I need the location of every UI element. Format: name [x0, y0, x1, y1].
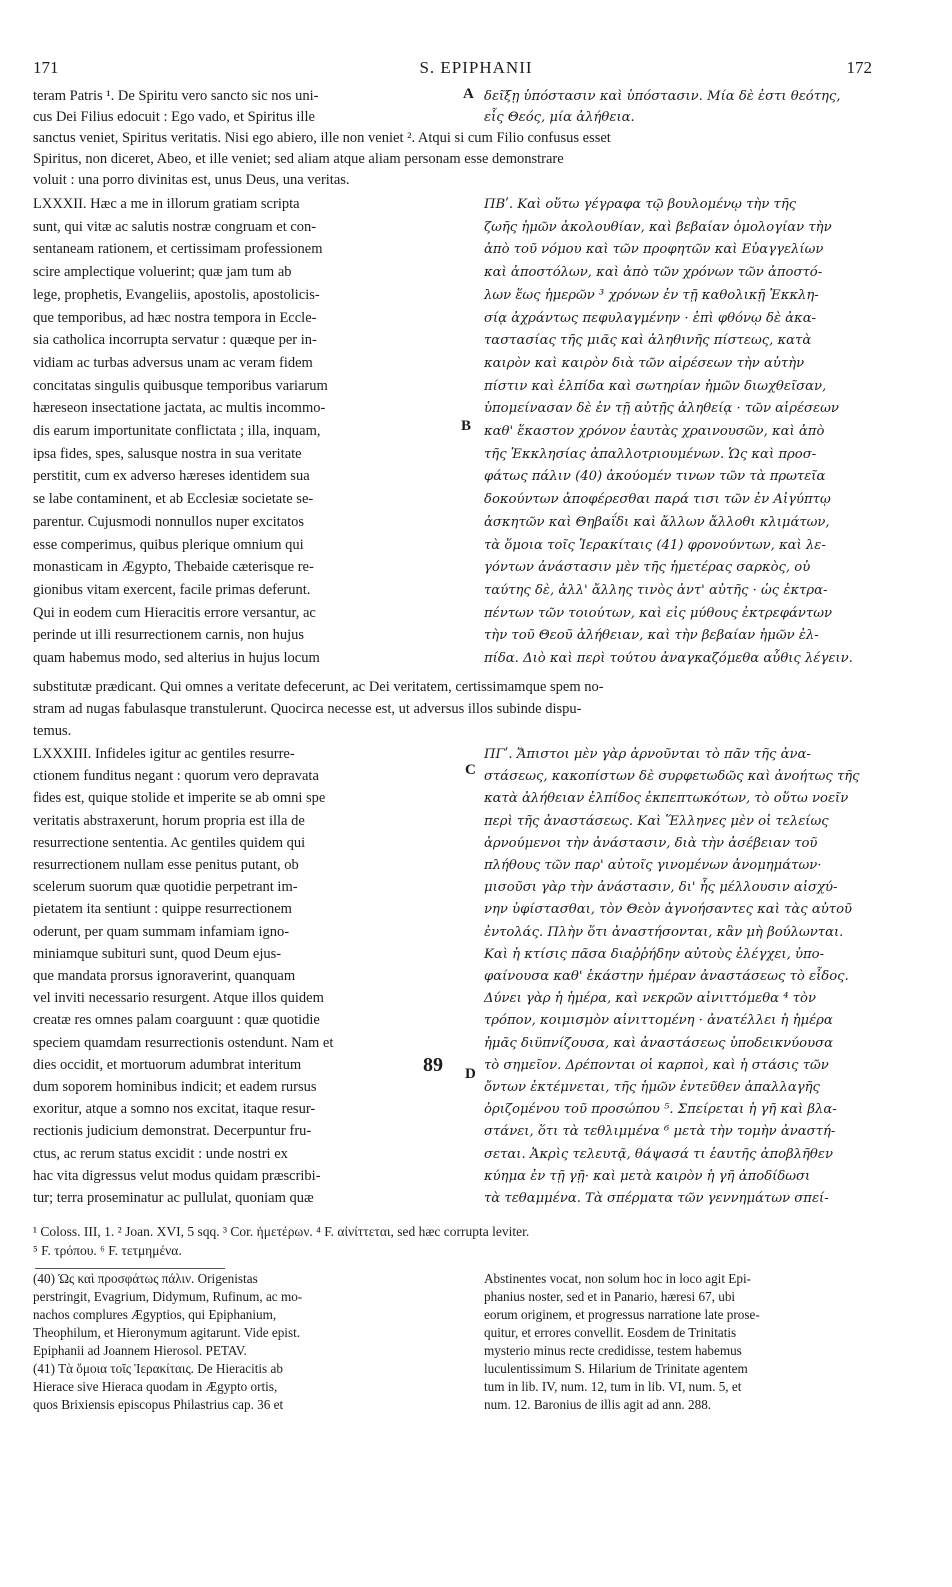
latin-line: hæreseon insectatione jactata, ac multis incommo-	[33, 400, 326, 417]
running-title: S. EPIPHANII	[419, 58, 533, 77]
text-line: voluit : una porro divinitas est, unus Deus, una veritas.	[33, 172, 350, 188]
text-line: cus Dei Filius edocuit : Ego vado, et Spiritus ille	[33, 109, 315, 125]
greek-line: καθ' ἕκαστον χρόνον ἑαυτὰς χραινουσῶν, καὶ ἀπὸ	[484, 424, 825, 439]
note-line: eorum originem, et progressus narratione late prose-	[484, 1307, 760, 1322]
latin-line: fides est, quique stolide et imperite se ab omni spe	[33, 790, 326, 807]
latin-line: speciem quamdam resurrectionis ostendunt. Nam et	[33, 1034, 334, 1051]
latin-line: rectionis judicium demonstrat. Decerpuntur fru-	[33, 1123, 312, 1140]
footnote-line: ⁵ F. τρόπου. ⁶ F. τετμημένα.	[33, 1243, 182, 1258]
greek-line: δεῖξῃ ὑπόστασιν καὶ ὑπόστασιν. Μία δὲ ἐστι θεότης,	[484, 89, 841, 104]
latin-line: veritatis abstraxerunt, horum propria est illa de	[33, 812, 305, 829]
greek-line: γόντων ἀνάστασιν μὲν τῆς ἡμετέρας σαρκὸς, οὐ	[484, 560, 811, 576]
latin-line: vel inviti necessario resurgent. Atque illos quidem	[33, 990, 324, 1007]
text-line: teram Patris ¹. De Spiritu vero sancto sic nos uni-	[33, 88, 319, 104]
latin-line: lege, prophetis, Evangeliis, apostolis, apostolicis-	[33, 286, 320, 303]
greek-line: ἀπὸ τοῦ νόμου καὶ τῶν προφητῶν καὶ Εὐαγγελίων	[484, 242, 824, 258]
latin-line: vidiam ac turbas adversus unam ac veram fidem	[33, 354, 313, 371]
right-page-number: 172	[846, 58, 872, 77]
note-line: Abstinentes vocat, non solum hoc in loco agit Epi-	[484, 1271, 752, 1286]
latin-line: exoritur, atque a somno nos excitat, itaque resur-	[33, 1101, 316, 1118]
note-line: Epiphanii ad Joannem Hierosol. PETAV.	[33, 1343, 247, 1358]
greek-line: σίᾳ ἀχράντως πεφυλαγμένην · ἐπὶ φθόνῳ δὲ ἀκα-	[484, 310, 817, 326]
latin-line: tur; terra proseminatur ac pullulat, quoniam quæ	[33, 1190, 314, 1206]
margin-marker-c: C	[465, 762, 476, 778]
latin-line: ctus, ac rerum status excidit : unde nostri ex	[33, 1145, 288, 1162]
latin-line: se labe contaminent, et ab Ecclesiæ societate se-	[33, 491, 314, 508]
greek-line: ΠΒʹ. Καὶ οὕτω γέγραφα τῷ βουλομένῳ τὴν τῆς	[484, 197, 797, 212]
greek-line: σεται. Ἀκρὶς τελευτᾷ, θάψασά τι ἑαυτῆς ἀποβλῆθεν	[484, 1146, 833, 1162]
latin-line: scelerum suorum quæ quotidie perpetrant im-	[33, 879, 298, 896]
latin-line: que temporibus, ad hæc nostra tempora in Eccle-	[33, 309, 317, 326]
latin-line: Qui in eodem cum Hieracitis errore versantur, ac	[33, 604, 316, 621]
latin-line: perinde ut illi resurrectionem carnis, non hujus	[33, 627, 304, 644]
greek-line: φαίνουσα καθ' ἑκάστην ἡμέραν ἀναστάσεως τὸ εἶδος.	[484, 969, 849, 984]
greek-line: εἷς Θεός, μία ἀλήθεια.	[484, 110, 635, 125]
greek-line: ἀρνούμενοι τὴν ἀνάστασιν, διὰ τὴν ἀσέβειαν τοῦ	[484, 835, 818, 851]
greek-line: ταύτης δὲ, ἀλλ' ἄλλης τινὸς ἀντ' αὐτῆς · ὡς ἐκτρα-	[484, 582, 828, 598]
note-line: Theophilum, et Hieronymum agitarunt. Vide epist.	[33, 1325, 301, 1340]
greek-line: κατὰ ἀλήθειαν ἐλπίδος ἐκπεπτωκότων, τὸ οὕτω νοεῖν	[484, 791, 849, 807]
greek-line: νην ὑφίστασθαι, τὸν Θεὸν ἀγνοήσαντες καὶ τὰς αὐτοῦ	[484, 902, 853, 918]
latin-line: dis earum importunitate conflictata ; illa, inquam,	[33, 423, 321, 439]
latin-line: LXXXII. Hæc a me in illorum gratiam scripta	[33, 196, 300, 212]
note-line: num. 12. Baronius de illis agit ad ann. 288.	[484, 1397, 712, 1412]
greek-line: στάνει, ὅτι τὰ τεθλιμμένα ⁶ μετὰ τὴν τομὴν ἀναστή-	[484, 1124, 836, 1140]
note-line: phanius noster, sed et in Panario, hæresi 67, ubi	[484, 1289, 736, 1304]
greek-line: τῆς Ἐκκλησίας ἀπαλλοτριουμένων. Ὡς καὶ προσ-	[484, 446, 817, 462]
greek-line: ταστασίας τῆς μιᾶς καὶ ἀληθινῆς πίστεως, κατὰ	[484, 333, 812, 349]
text-line: stram ad nugas fabulasque transtulerunt. Quocirca necesse est, ut adversus illos subinde dispu-	[33, 701, 582, 717]
latin-line: sentaneam rationem, et certissimam professionem	[33, 241, 323, 258]
greek-line: ἐντολάς. Πλὴν ὅτι ἀναστήσονται, κἂν μὴ βούλωνται.	[484, 924, 844, 940]
margin-marker-a: A	[463, 86, 474, 102]
greek-line: πίστιν καὶ ἐλπίδα καὶ σωτηρίαν ἡμῶν διωχθεῖσαν,	[484, 378, 827, 394]
greek-line: Καὶ ἡ κτίσις πᾶσα διαῤῥήδην αὐτοὺς ἐλέγχει, ὑπο-	[484, 946, 825, 962]
note-line: (41) Τὰ ὅμοια τοῖς Ἱερακίταις. De Hieracitis ab	[33, 1361, 283, 1376]
latin-line: que mandata prorsus ignoraverint, quanquam	[33, 968, 296, 984]
latin-line: quam habemus modo, sed alterius in hujus locum	[33, 650, 320, 666]
latin-line: resurrectionem nullam esse penitus putant, ob	[33, 857, 299, 873]
note-line: perstringit, Evagrium, Didymum, Rufinum, ac mo-	[33, 1289, 303, 1304]
text-line: sanctus veniet, Spiritus veritatis. Nisi ego abiero, ille non veniet ². Atqui si cum Filio confusus esset	[33, 130, 611, 146]
latin-line: resurrectione sententia. Ac gentiles quidem qui	[33, 834, 306, 851]
footnote-line: ¹ Coloss. III, 1. ² Joan. XVI, 5 sqq. ³ Cor. ἡμετέρων. ⁴ F. αἰνίττεται, sed hæc corrupta leviter.	[33, 1224, 530, 1239]
margin-marker-b: B	[461, 418, 472, 434]
greek-line: τρόπον, κοιμισμὸν αἰνιττομένη · ἀνατέλλει ἡ ἡμέρα	[484, 1013, 833, 1029]
margin-marker-d: D	[465, 1066, 476, 1082]
greek-line: πέντων τῶν τοιούτων, καὶ εἰς μύθους ἐκτρεφάντων	[484, 605, 832, 621]
greek-line: καιρὸν καὶ καιρὸν διὰ τῶν αἱρέσεων τὴν αὐτὴν	[484, 355, 805, 371]
latin-line: dies occidit, et mortuorum adumbrat interitum	[33, 1056, 302, 1073]
greek-line: λων ἕως ἡμερῶν ³ χρόνων ἐν τῇ καθολικῇ Ἐκκλη-	[484, 287, 819, 303]
note-line: nachos complures Ægyptios, qui Epiphanium,	[33, 1307, 277, 1322]
text-line: substitutæ prædicant. Qui omnes a veritate defecerunt, ac Dei veritatem, certissimamque spem no-	[33, 679, 604, 695]
greek-line: μισοῦσι γὰρ τὴν ἀνάστασιν, δι' ἧς μέλλουσιν αἰσχύ-	[484, 880, 838, 896]
greek-line: φάτως πάλιν (40) ἀκούομέν τινων τῶν τὰ πρωτεῖα	[484, 469, 826, 485]
latin-line: ctionem funditus negant : quorum vero depravata	[33, 768, 319, 785]
note-line: Hierace sive Hieraca quodam in Ægypto ortis,	[33, 1379, 278, 1394]
latin-line: LXXXIII. Infideles igitur ac gentiles resurre-	[33, 746, 295, 762]
latin-line: monasticam in Ægypto, Thebaide cæterisque re-	[33, 559, 314, 576]
greek-line: ἀσκητῶν καὶ Θηβαΐδι καὶ ἄλλων ἄλλοθι κλιμάτων,	[484, 514, 830, 530]
latin-line: creatæ res omnes palam coarguunt : quæ quotidie	[33, 1012, 320, 1029]
greek-line: περὶ τῆς ἀναστάσεως. Καὶ Ἕλληνες μὲν οἱ τελείως	[484, 813, 829, 829]
note-line: mysterio minus recte credidisse, testem habemus	[484, 1343, 742, 1358]
latin-line: sunt, qui vitæ ac salutis nostræ congruam et con-	[33, 218, 317, 235]
greek-line: καὶ ἀποστόλων, καὶ ἀπὸ τῶν χρόνων τῶν ἀποστό-	[484, 265, 823, 281]
latin-line: sia catholica incorrupta servatur : quæque per in-	[33, 332, 317, 349]
latin-line: hac vita digressus velut modus quidam præscribi-	[33, 1167, 321, 1184]
latin-line: dum soporem hominibus indicit; et eadem rursus	[33, 1079, 317, 1095]
greek-line: δοκούντων ἀποφέρεσθαι παρά τισι τῶν ἐν Αἰγύπτῳ	[484, 492, 831, 508]
latin-line: parentur. Cujusmodi nonnullos nuper excitatos	[33, 513, 305, 530]
greek-line: ὁριζομένου τοῦ προσώπου ⁵. Σπείρεται ἡ γῆ καὶ βλα-	[484, 1102, 837, 1118]
greek-line: τὰ τεθαμμένα. Τὰ σπέρματα τῶν γεννημάτων σπεί-	[484, 1191, 829, 1206]
greek-line: τὸ σημεῖον. Δρέπονται οἱ καρποὶ, καὶ ἡ στάσις τῶν	[484, 1057, 829, 1073]
latin-line: concitatas singulis quibusque temporibus variarum	[33, 377, 328, 394]
greek-line: ζωῆς ἡμῶν ἀκολουθίαν, καὶ βεβαίαν ὁμολογίαν τὴν	[484, 219, 832, 235]
latin-line: scire amplectique voluerint; quæ jam tum ab	[33, 264, 292, 281]
greek-line: πίδα. Διὸ καὶ περὶ τούτου ἀναγκαζόμεθα αὖθις λέγειν.	[484, 651, 853, 666]
left-page-number: 171	[33, 58, 59, 77]
latin-line: miniamque subituri sunt, quod Deum ejus-	[33, 945, 282, 962]
latin-line: gionibus vitam exercent, facile primas deferunt.	[33, 581, 311, 598]
latin-line: oderunt, per quam summam infamiam igno-	[33, 923, 290, 940]
greek-line: πλήθους τῶν παρ' αὐτοῖς γινομένων ἀνομημάτων·	[484, 858, 822, 873]
note-line: (40) Ὡς καὶ προσφάτως πάλιν. Origenistas	[33, 1271, 258, 1286]
text-line: temus.	[33, 723, 72, 739]
note-line: quitur, et errores convellit. Eosdem de Trinitatis	[484, 1325, 737, 1340]
latin-line: perstitit, cum ex adverso hæreses identidem sua	[33, 468, 310, 485]
greek-line: κύημα ἐν τῇ γῇ· καὶ μετὰ καιρὸν ἡ γῆ ἀποδίδωσι	[484, 1168, 811, 1184]
greek-line: Δύνει γὰρ ἡ ἡμέρα, καὶ νεκρῶν αἰνιττόμεθα ⁴ τὸν	[484, 991, 816, 1007]
latin-line: esse comperimus, quibus plerique omnium qui	[33, 536, 304, 553]
greek-line: στάσεως, κακοπίστων δὲ συρφετωδῶς καὶ ἀνοήτως τῆς	[484, 769, 860, 785]
greek-line: ὄντων ἐκτέμνεται, τῆς ἡμῶν ἐντεῦθεν ἀπαλλαγῆς	[484, 1080, 820, 1095]
greek-line: ΠΓʹ. Ἄπιστοι μὲν γὰρ ἀρνοῦνται τὸ πᾶν τῆς ἀνα-	[484, 747, 811, 762]
greek-line: ὑπομείνασαν δὲ ἐν τῇ αὐτῇς ἀληθείᾳ · τῶν αἱρέσεων	[484, 401, 839, 417]
text-line: Spiritus, non diceret, Abeo, et ille veniet; sed aliam atque aliam personam esse demonstrare	[33, 151, 564, 167]
note-line: quos Brixiensis episcopus Philastrius cap. 36 et	[33, 1397, 284, 1412]
greek-line: ἡμᾶς διϋπνίζουσα, καὶ ἀναστάσεως ὑποδεικνύουσα	[484, 1035, 834, 1051]
notes-divider	[35, 1268, 225, 1269]
latin-line: pietatem ita sentiunt : quippe resurrectionem	[33, 901, 292, 918]
greek-line: τὰ ὅμοια τοῖς Ἱερακίταις (41) φρονούντων, καὶ λε-	[484, 537, 826, 553]
column-number: 89	[423, 1054, 443, 1076]
note-line: luculentissimum S. Hilarium de Trinitate agentem	[484, 1361, 748, 1376]
note-line: tum in lib. IV, num. 12, tum in lib. VI, num. 5, et	[484, 1379, 742, 1394]
latin-line: ipsa fides, spes, salusque nostra in sua veritate	[33, 445, 302, 462]
greek-line: τὴν τοῦ Θεοῦ ἀλήθειαν, καὶ τὴν βεβαίαν ἡμῶν ἐλ-	[484, 628, 819, 644]
